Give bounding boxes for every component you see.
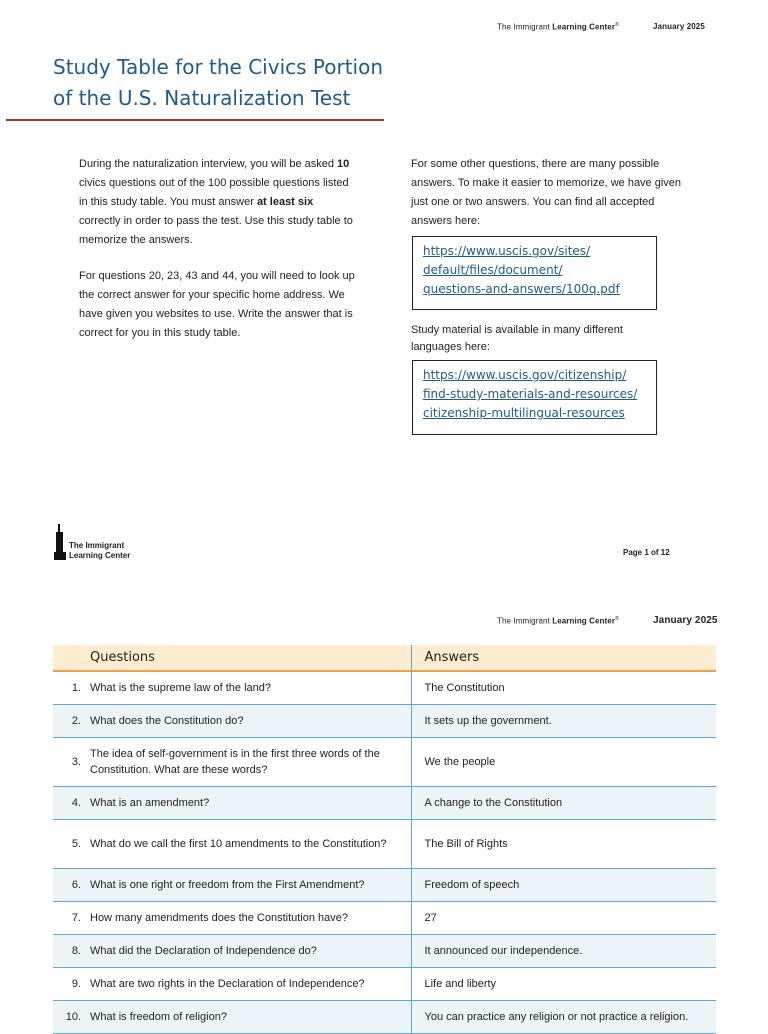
statue-of-liberty-icon [52,524,68,560]
question-number: 9. [53,967,90,1000]
multilingual-resources-link[interactable]: https://www.uscis.gov/citizenship/ find-study-materials-and-resources/ citizenship-multilingual-resources [423,368,638,420]
table-row [53,671,716,704]
table-row [53,901,716,934]
question-number: 3. [53,737,90,786]
question-text: What is an amendment? [90,786,411,819]
question-number: 2. [53,704,90,737]
table-row [53,868,716,901]
question-number: 10. [53,1000,90,1033]
question-text: The idea of self-government is in the first three words of the Constitution. What are these words? [90,737,411,786]
question-text: What does the Constitution do? [90,704,411,737]
study-table-body [53,671,716,1033]
answers-column-header: Answers [411,645,716,671]
answer-text: The Bill of Rights [411,819,716,868]
question-number: 1. [53,671,90,704]
table-row [53,819,716,868]
title-divider [6,119,384,121]
answer-text: It sets up the government. [411,704,716,737]
table-row [53,1000,716,1033]
header-date: January 2025 [653,22,705,31]
answer-text: 27 [411,901,716,934]
answer-text: A change to the Constitution [411,786,716,819]
questions-column-header: Questions [90,645,411,671]
answer-text: You can practice any religion or not practice a religion. [411,1000,716,1033]
page-title: Study Table for the Civics Portion of the U.S. Naturalization Test [53,55,384,110]
question-number: 7. [53,901,90,934]
table-row [53,704,716,737]
page-number: Page 1 of 12 [623,548,670,557]
header-spacer [53,645,90,671]
header-org-page2: The Immigrant Learning Center® [497,616,619,626]
answer-text: Freedom of speech [411,868,716,901]
table-row [53,786,716,819]
link-box-answers [412,236,657,310]
intro-paragraph-2: For questions 20, 23, 43 and 44, you will need to look up the correct answer for your specific home address. We have given you websites to use. Write the answer that is correct for you in this study table. [79,270,355,339]
question-text: How many amendments does the Constitution have? [90,901,411,934]
intro-paragraph-1: During the naturalization interview, you will be asked 10 civics questions out of the 100 possible questions listed in this study table. You must answer at least six correctly in order to pass the test. Use this study table to memorize the answers. [79,158,353,246]
question-text: What are two rights in the Declaration of Independence? [90,967,411,1000]
question-text: What is one right or freedom from the First Amendment? [90,868,411,901]
intro-paragraph-4: Study material is available in many different languages here: [411,324,623,353]
question-text: What do we call the first 10 amendments to the Constitution? [90,819,411,868]
question-number: 5. [53,819,90,868]
answers-pdf-link[interactable]: https://www.uscis.gov/sites/ default/files/document/ questions-and-answers/100q.pdf [423,244,620,296]
question-number: 4. [53,786,90,819]
answer-text: It announced our independence. [411,934,716,967]
answer-text: The Constitution [411,671,716,704]
question-text: What is freedom of religion? [90,1000,411,1033]
table-row [53,934,716,967]
org-logo [52,524,142,562]
question-text: What is the supreme law of the land? [90,671,411,704]
question-text: What did the Declaration of Independence do? [90,934,411,967]
table-row [53,967,716,1000]
study-table [53,645,716,1034]
question-number: 8. [53,934,90,967]
header-org: The Immigrant Learning Center® [497,22,619,32]
logo-text: The Immigrant Learning Center [69,541,131,560]
question-number: 6. [53,868,90,901]
intro-paragraph-3: For some other questions, there are many possible answers. To make it easier to memorize, we have given just one or two answers. You can find all accepted answers here: [411,158,682,227]
header-date-page2: January 2025 [653,615,718,626]
answer-text: We the people [411,737,716,786]
table-row [53,737,716,786]
link-box-languages [412,360,657,435]
answer-text: Life and liberty [411,967,716,1000]
